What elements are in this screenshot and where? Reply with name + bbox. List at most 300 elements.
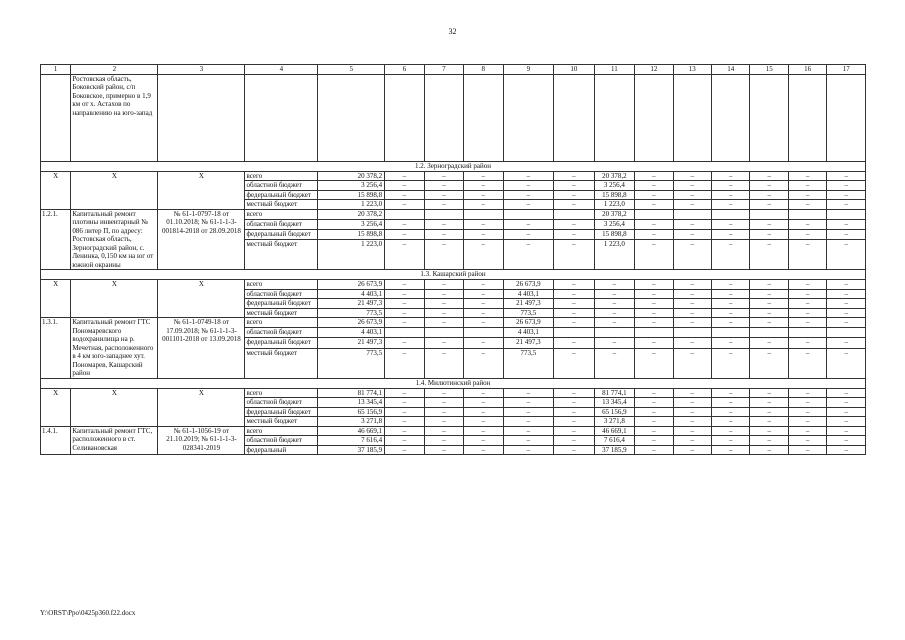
value-cell: 1 223,0 bbox=[318, 240, 385, 270]
value-cell: – bbox=[554, 240, 594, 270]
value-cell: – bbox=[385, 280, 424, 290]
value-cell: 20 378,2 bbox=[318, 171, 385, 181]
value-cell: – bbox=[635, 219, 673, 229]
value-cell: – bbox=[712, 348, 750, 378]
value-cell: – bbox=[673, 417, 711, 427]
value-cell: – bbox=[788, 388, 826, 398]
value-cell: – bbox=[464, 181, 503, 191]
value-cell: – bbox=[827, 190, 866, 200]
value-cell: – bbox=[385, 190, 424, 200]
value-cell: – bbox=[827, 426, 866, 436]
value-cell: – bbox=[750, 388, 788, 398]
value-cell: – bbox=[827, 229, 866, 239]
value-cell: 21 497,3 bbox=[318, 299, 385, 309]
value-cell: – bbox=[464, 280, 503, 290]
value-cell: – bbox=[712, 417, 750, 427]
value-cell: – bbox=[788, 318, 826, 328]
value-cell: – bbox=[503, 417, 554, 427]
value-cell: – bbox=[594, 280, 634, 290]
value-cell: – bbox=[424, 417, 463, 427]
value-cell: – bbox=[635, 436, 673, 446]
value-cell bbox=[385, 209, 424, 219]
value-cell: – bbox=[464, 407, 503, 417]
value-cell bbox=[750, 328, 788, 338]
value-cell: – bbox=[750, 308, 788, 318]
value-cell: – bbox=[464, 289, 503, 299]
value-cell: – bbox=[385, 388, 424, 398]
value-cell: – bbox=[635, 388, 673, 398]
table-row bbox=[41, 74, 866, 161]
value-cell: 773,5 bbox=[503, 348, 554, 378]
value-cell: – bbox=[750, 280, 788, 290]
value-cell: – bbox=[554, 318, 594, 328]
value-cell bbox=[712, 328, 750, 338]
value-cell: – bbox=[424, 190, 463, 200]
empty-cell bbox=[673, 74, 711, 161]
value-cell: 7 616,4 bbox=[318, 436, 385, 446]
value-cell: – bbox=[635, 289, 673, 299]
value-cell: 81 774,1 bbox=[594, 388, 634, 398]
value-cell: – bbox=[503, 229, 554, 239]
value-cell: – bbox=[424, 338, 463, 348]
value-cell: – bbox=[827, 407, 866, 417]
value-cell: – bbox=[554, 388, 594, 398]
value-cell: 4 403,1 bbox=[318, 289, 385, 299]
section-title: 1.2. Зерноградский район bbox=[41, 161, 866, 171]
section-title: 1.3. Кашарский район bbox=[41, 270, 866, 280]
value-cell: 81 774,1 bbox=[318, 388, 385, 398]
funding-source-cell: всего bbox=[245, 318, 318, 328]
value-cell: – bbox=[464, 171, 503, 181]
funding-source-cell: областной бюджет bbox=[245, 181, 318, 191]
funding-source-cell: местный бюджет bbox=[245, 348, 318, 378]
value-cell: – bbox=[635, 200, 673, 210]
value-cell: – bbox=[712, 229, 750, 239]
value-cell: 26 673,9 bbox=[503, 280, 554, 290]
header-cell: 7 bbox=[424, 65, 463, 75]
value-cell: – bbox=[750, 417, 788, 427]
value-cell: – bbox=[712, 200, 750, 210]
item-number: 1.3.1. bbox=[41, 318, 71, 379]
value-cell: – bbox=[827, 417, 866, 427]
object-name-cell: Капитальный ремонт ГТС Пономаревского водохранилища на р. Мечетная, расположенного в 4 км юго-западнее хут. Пономарев, Кашарский район bbox=[71, 318, 158, 379]
value-cell: – bbox=[788, 219, 826, 229]
value-cell: – bbox=[712, 388, 750, 398]
value-cell: 20 378,2 bbox=[318, 209, 385, 219]
value-cell: 3 256,4 bbox=[318, 219, 385, 229]
empty-cell bbox=[503, 74, 554, 161]
empty-cell bbox=[245, 74, 318, 161]
value-cell: – bbox=[554, 445, 594, 455]
value-cell: – bbox=[385, 338, 424, 348]
value-cell: – bbox=[750, 229, 788, 239]
empty-cell bbox=[424, 74, 463, 161]
funding-source-cell: местный бюджет bbox=[245, 417, 318, 427]
value-cell: – bbox=[594, 308, 634, 318]
value-cell bbox=[635, 328, 673, 338]
value-cell: – bbox=[635, 426, 673, 436]
value-cell: – bbox=[673, 171, 711, 181]
value-cell: – bbox=[385, 299, 424, 309]
value-cell: – bbox=[673, 436, 711, 446]
value-cell: – bbox=[385, 348, 424, 378]
value-cell: – bbox=[788, 426, 826, 436]
value-cell: 3 256,4 bbox=[318, 181, 385, 191]
value-cell: 773,5 bbox=[503, 308, 554, 318]
value-cell: – bbox=[750, 318, 788, 328]
funding-source-cell: федеральный бюджет bbox=[245, 190, 318, 200]
value-cell: – bbox=[750, 445, 788, 455]
value-cell: – bbox=[554, 181, 594, 191]
value-cell: – bbox=[635, 308, 673, 318]
value-cell: – bbox=[503, 398, 554, 408]
value-cell: – bbox=[827, 171, 866, 181]
header-cell: 6 bbox=[385, 65, 424, 75]
value-cell: – bbox=[750, 240, 788, 270]
x-mark: Х bbox=[41, 280, 71, 318]
value-cell: – bbox=[827, 280, 866, 290]
value-cell: – bbox=[750, 190, 788, 200]
value-cell: 15 898,8 bbox=[318, 190, 385, 200]
value-cell: – bbox=[635, 338, 673, 348]
table-row bbox=[41, 171, 866, 181]
x-mark: Х bbox=[71, 171, 158, 209]
value-cell: – bbox=[464, 190, 503, 200]
value-cell: – bbox=[750, 289, 788, 299]
value-cell: 15 898,8 bbox=[594, 190, 634, 200]
value-cell: – bbox=[385, 171, 424, 181]
value-cell: 3 256,4 bbox=[594, 219, 634, 229]
value-cell: – bbox=[827, 308, 866, 318]
value-cell: – bbox=[385, 289, 424, 299]
value-cell: – bbox=[464, 445, 503, 455]
num-cell bbox=[41, 74, 71, 161]
value-cell: – bbox=[424, 398, 463, 408]
value-cell: – bbox=[635, 229, 673, 239]
value-cell: 3 256,4 bbox=[594, 181, 634, 191]
x-mark: Х bbox=[158, 388, 245, 426]
value-cell: – bbox=[464, 417, 503, 427]
value-cell: – bbox=[788, 181, 826, 191]
value-cell: – bbox=[712, 190, 750, 200]
value-cell: 37 185,9 bbox=[318, 445, 385, 455]
header-cell: 1 bbox=[41, 65, 71, 75]
page-number: 32 bbox=[448, 27, 457, 36]
empty-cell bbox=[750, 74, 788, 161]
value-cell bbox=[464, 328, 503, 338]
value-cell: – bbox=[385, 407, 424, 417]
value-cell: – bbox=[554, 229, 594, 239]
object-name-cell: Капитальный ремонт плотины инвентарный № 086 литер П, по адресу: Ростовская область, Зерноградский район, с. Ленинка, 0,150 км на юг от южной окраины bbox=[71, 209, 158, 270]
header-cell: 16 bbox=[788, 65, 826, 75]
funding-source-cell: местный бюджет bbox=[245, 200, 318, 210]
value-cell: 15 898,8 bbox=[594, 229, 634, 239]
value-cell: 13 345,4 bbox=[318, 398, 385, 408]
value-cell: – bbox=[635, 299, 673, 309]
value-cell: – bbox=[385, 398, 424, 408]
value-cell bbox=[385, 328, 424, 338]
value-cell: – bbox=[788, 398, 826, 408]
header-cell: 12 bbox=[635, 65, 673, 75]
value-cell: – bbox=[673, 190, 711, 200]
header-cell: 2 bbox=[71, 65, 158, 75]
x-mark: Х bbox=[158, 171, 245, 209]
funding-source-cell: областной бюджет bbox=[245, 328, 318, 338]
value-cell bbox=[788, 328, 826, 338]
value-cell: 773,5 bbox=[318, 348, 385, 378]
value-cell: – bbox=[503, 190, 554, 200]
value-cell: – bbox=[712, 445, 750, 455]
value-cell: – bbox=[594, 299, 634, 309]
value-cell: – bbox=[827, 181, 866, 191]
value-cell: – bbox=[827, 445, 866, 455]
value-cell bbox=[788, 209, 826, 219]
value-cell: – bbox=[424, 280, 463, 290]
empty-cell bbox=[594, 74, 634, 161]
value-cell: 15 898,8 bbox=[318, 229, 385, 239]
value-cell: – bbox=[635, 348, 673, 378]
value-cell: – bbox=[385, 219, 424, 229]
value-cell: – bbox=[424, 240, 463, 270]
value-cell: – bbox=[385, 417, 424, 427]
value-cell: 21 497,3 bbox=[503, 299, 554, 309]
value-cell: 21 497,3 bbox=[318, 338, 385, 348]
value-cell: – bbox=[712, 299, 750, 309]
value-cell: – bbox=[635, 417, 673, 427]
value-cell: – bbox=[673, 407, 711, 417]
value-cell: 4 403,1 bbox=[318, 328, 385, 338]
value-cell: – bbox=[635, 171, 673, 181]
value-cell: – bbox=[424, 426, 463, 436]
value-cell: – bbox=[554, 436, 594, 446]
value-cell: – bbox=[385, 240, 424, 270]
value-cell: 65 156,9 bbox=[594, 407, 634, 417]
value-cell: – bbox=[424, 299, 463, 309]
header-cell: 11 bbox=[594, 65, 634, 75]
value-cell: 20 378,2 bbox=[594, 171, 634, 181]
value-cell: – bbox=[385, 229, 424, 239]
value-cell: – bbox=[424, 445, 463, 455]
value-cell: – bbox=[788, 417, 826, 427]
empty-cell bbox=[464, 74, 503, 161]
value-cell: – bbox=[712, 289, 750, 299]
value-cell: – bbox=[503, 407, 554, 417]
value-cell: 4 403,1 bbox=[503, 289, 554, 299]
value-cell: – bbox=[635, 398, 673, 408]
value-cell: – bbox=[788, 190, 826, 200]
value-cell: 773,5 bbox=[318, 308, 385, 318]
value-cell: 46 669,1 bbox=[594, 426, 634, 436]
value-cell: 1 223,0 bbox=[318, 200, 385, 210]
funding-source-cell: федеральный бюджет bbox=[245, 338, 318, 348]
value-cell: – bbox=[673, 398, 711, 408]
funding-source-cell: областной бюджет bbox=[245, 398, 318, 408]
table-row bbox=[41, 388, 866, 398]
value-cell bbox=[673, 209, 711, 219]
value-cell: – bbox=[503, 200, 554, 210]
value-cell: 1 223,0 bbox=[594, 240, 634, 270]
funding-source-cell: всего bbox=[245, 426, 318, 436]
value-cell bbox=[554, 328, 594, 338]
empty-cell bbox=[554, 74, 594, 161]
value-cell: – bbox=[673, 388, 711, 398]
x-mark: Х bbox=[71, 280, 158, 318]
value-cell: 13 345,4 bbox=[594, 398, 634, 408]
value-cell: – bbox=[464, 426, 503, 436]
value-cell: – bbox=[594, 348, 634, 378]
value-cell: – bbox=[554, 338, 594, 348]
value-cell: – bbox=[827, 240, 866, 270]
value-cell: – bbox=[750, 398, 788, 408]
value-cell: – bbox=[554, 171, 594, 181]
value-cell: – bbox=[635, 181, 673, 191]
funding-source-cell: федеральный bbox=[245, 445, 318, 455]
value-cell: – bbox=[788, 289, 826, 299]
header-row bbox=[41, 65, 866, 75]
value-cell: – bbox=[385, 436, 424, 446]
value-cell: – bbox=[554, 219, 594, 229]
value-cell: – bbox=[385, 426, 424, 436]
section-title: 1.4. Милютинский район bbox=[41, 378, 866, 388]
value-cell: – bbox=[712, 308, 750, 318]
value-cell: – bbox=[424, 436, 463, 446]
value-cell: – bbox=[635, 407, 673, 417]
header-cell: 14 bbox=[712, 65, 750, 75]
header-cell: 13 bbox=[673, 65, 711, 75]
value-cell: – bbox=[673, 445, 711, 455]
value-cell: – bbox=[464, 219, 503, 229]
value-cell: – bbox=[503, 219, 554, 229]
value-cell: – bbox=[788, 299, 826, 309]
value-cell: – bbox=[712, 171, 750, 181]
value-cell: – bbox=[788, 348, 826, 378]
value-cell: – bbox=[712, 398, 750, 408]
value-cell: – bbox=[827, 398, 866, 408]
value-cell: 26 673,9 bbox=[318, 280, 385, 290]
value-cell: – bbox=[385, 200, 424, 210]
value-cell bbox=[503, 209, 554, 219]
funding-source-cell: всего bbox=[245, 280, 318, 290]
value-cell: – bbox=[503, 240, 554, 270]
section-title-row bbox=[41, 270, 866, 280]
value-cell: – bbox=[554, 398, 594, 408]
value-cell: – bbox=[464, 388, 503, 398]
value-cell: – bbox=[788, 308, 826, 318]
funding-source-cell: всего bbox=[245, 388, 318, 398]
value-cell: – bbox=[464, 348, 503, 378]
value-cell: – bbox=[424, 219, 463, 229]
value-cell: 3 271,8 bbox=[594, 417, 634, 427]
expertise-doc-cell: № 61-1-0749-18 от 17.09.2018; № 61-1-1-3-001101-2018 от 13.09.2018 bbox=[158, 318, 245, 379]
value-cell: – bbox=[554, 200, 594, 210]
value-cell: – bbox=[673, 229, 711, 239]
header-cell: 15 bbox=[750, 65, 788, 75]
value-cell: – bbox=[424, 289, 463, 299]
value-cell: – bbox=[673, 219, 711, 229]
value-cell: – bbox=[635, 280, 673, 290]
section-title-row bbox=[41, 378, 866, 388]
value-cell: – bbox=[503, 426, 554, 436]
value-cell: – bbox=[673, 289, 711, 299]
value-cell: 3 271,8 bbox=[318, 417, 385, 427]
value-cell: – bbox=[464, 229, 503, 239]
value-cell: – bbox=[424, 181, 463, 191]
value-cell: – bbox=[385, 181, 424, 191]
value-cell: – bbox=[750, 407, 788, 417]
value-cell: – bbox=[712, 426, 750, 436]
value-cell: – bbox=[424, 200, 463, 210]
object-name-cell: Ростовская область, Боковский район, с/п Боковское, примерно в 1,9 км от х. Астахов по направлению на юго-запад bbox=[71, 74, 158, 161]
value-cell: – bbox=[788, 229, 826, 239]
header-cell: 3 bbox=[158, 65, 245, 75]
table-row bbox=[41, 209, 866, 219]
value-cell: 1 223,0 bbox=[594, 200, 634, 210]
value-cell: – bbox=[788, 280, 826, 290]
value-cell: – bbox=[750, 219, 788, 229]
value-cell: – bbox=[554, 417, 594, 427]
value-cell bbox=[827, 209, 866, 219]
value-cell bbox=[750, 209, 788, 219]
empty-cell bbox=[827, 74, 866, 161]
value-cell: – bbox=[635, 318, 673, 328]
value-cell: – bbox=[827, 348, 866, 378]
empty-cell bbox=[712, 74, 750, 161]
object-name-cell: Капитальный ремонт ГТС, расположенного в ст. Селивановская bbox=[71, 426, 158, 455]
table-row bbox=[41, 318, 866, 328]
x-mark: Х bbox=[41, 171, 71, 209]
value-cell: – bbox=[673, 280, 711, 290]
footer-file-path: Y:\ORST\Ppo\0425p360.f22.docx bbox=[40, 609, 136, 617]
value-cell: – bbox=[712, 240, 750, 270]
value-cell bbox=[635, 209, 673, 219]
value-cell: – bbox=[673, 308, 711, 318]
empty-cell bbox=[158, 74, 245, 161]
value-cell: – bbox=[635, 240, 673, 270]
empty-cell bbox=[318, 74, 385, 161]
value-cell: – bbox=[554, 280, 594, 290]
table-row bbox=[41, 280, 866, 290]
header-cell: 17 bbox=[827, 65, 866, 75]
expertise-doc-cell: № 61-1-1056-19 от 21.10.2019; № 61-1-1-3-028341-2019 bbox=[158, 426, 245, 455]
empty-cell bbox=[385, 74, 424, 161]
value-cell: – bbox=[712, 318, 750, 328]
table-row bbox=[41, 426, 866, 436]
value-cell: – bbox=[464, 200, 503, 210]
value-cell: – bbox=[673, 240, 711, 270]
value-cell: – bbox=[827, 219, 866, 229]
value-cell: 65 156,9 bbox=[318, 407, 385, 417]
value-cell: – bbox=[464, 338, 503, 348]
value-cell: – bbox=[712, 181, 750, 191]
x-mark: Х bbox=[158, 280, 245, 318]
value-cell: – bbox=[554, 308, 594, 318]
funding-source-cell: областной бюджет bbox=[245, 289, 318, 299]
value-cell: 26 673,9 bbox=[318, 318, 385, 328]
value-cell: – bbox=[788, 445, 826, 455]
value-cell: – bbox=[673, 200, 711, 210]
value-cell: – bbox=[673, 299, 711, 309]
value-cell: – bbox=[594, 289, 634, 299]
value-cell: – bbox=[750, 200, 788, 210]
funding-source-cell: федеральный бюджет bbox=[245, 407, 318, 417]
value-cell: – bbox=[464, 308, 503, 318]
item-number: 1.4.1. bbox=[41, 426, 71, 455]
value-cell: – bbox=[554, 299, 594, 309]
value-cell: – bbox=[827, 318, 866, 328]
value-cell: – bbox=[712, 407, 750, 417]
header-cell: 10 bbox=[554, 65, 594, 75]
budget-table bbox=[40, 64, 866, 455]
